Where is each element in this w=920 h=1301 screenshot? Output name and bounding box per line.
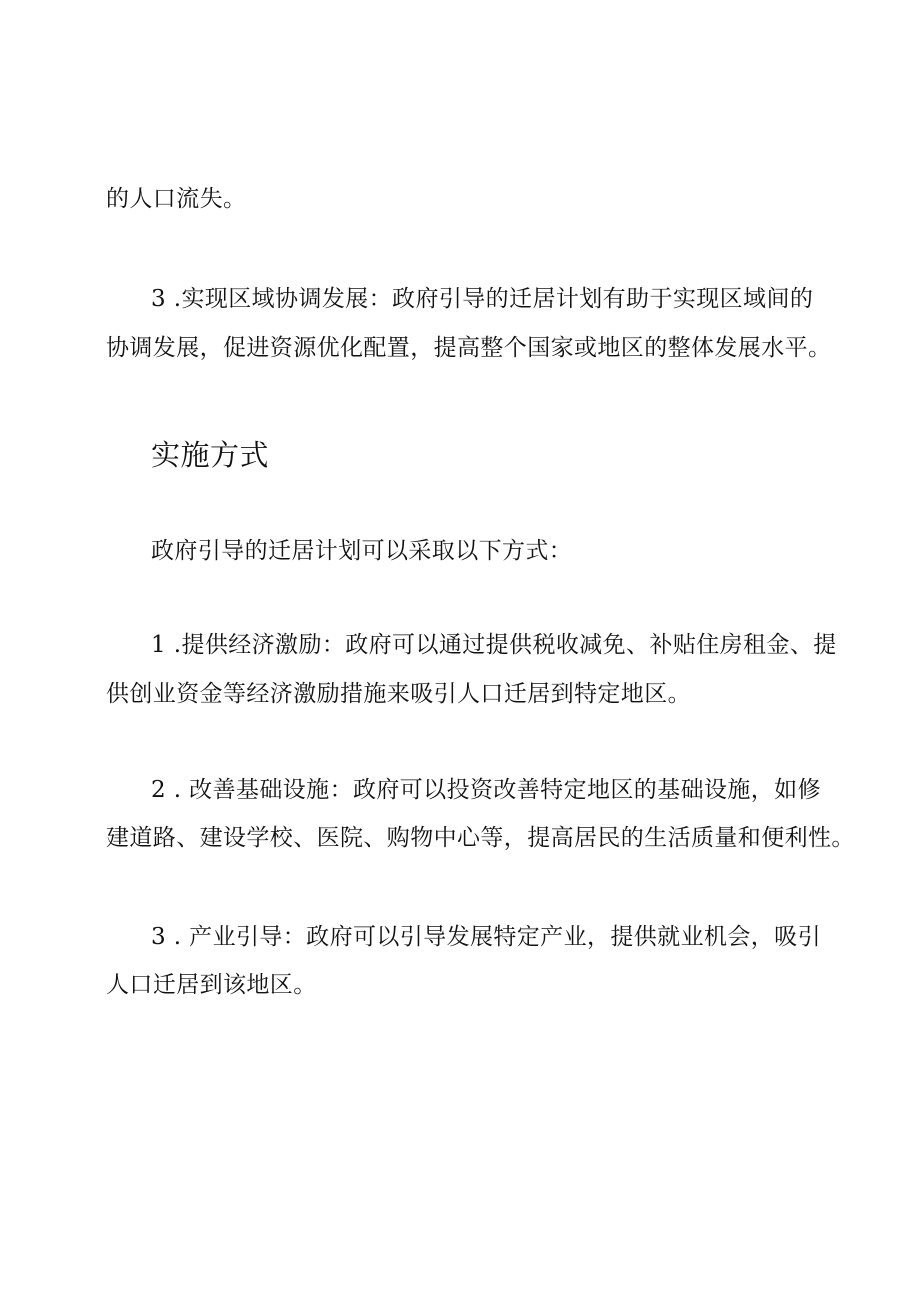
method-1-line-1: 1 .提供经济激励：政府可以通过提供税收减免、补贴住房租金、提 xyxy=(151,632,837,658)
benefit-3-line-2: 协调发展，促进资源优化配置，提高整个国家或地区的整体发展水平。 xyxy=(106,335,832,361)
method-2-line-2: 建道路、建设学校、医院、购物中心等，提高居民的生活质量和便利性。 xyxy=(106,825,855,851)
section-heading: 实施方式 xyxy=(151,438,270,472)
method-1-line-2: 供创业资金等经济激励措施来吸引人口迁居到特定地区。 xyxy=(106,681,691,707)
continuation-text: 的人口流失。 xyxy=(106,186,247,212)
method-2-line-1: 2 . 改善基础设施：政府可以投资改善特定地区的基础设施，如修 xyxy=(151,777,821,803)
method-3-line-1: 3 . 产业引导：政府可以引导发展特定产业，提供就业机会，吸引 xyxy=(151,924,821,950)
method-3-line-2: 人口迁居到该地区。 xyxy=(106,972,317,998)
benefit-3-line-1: 3 .实现区域协调发展：政府引导的迁居计划有助于实现区域间的 xyxy=(151,286,814,312)
intro-text: 政府引导的迁居计划可以采取以下方式： xyxy=(151,538,573,564)
